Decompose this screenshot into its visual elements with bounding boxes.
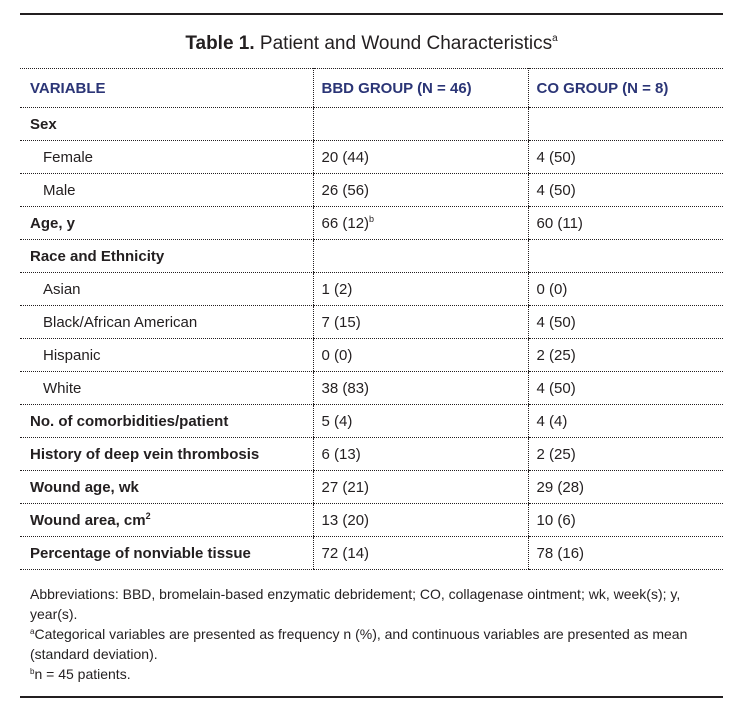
table-footnotes [20, 570, 723, 696]
table-row [20, 141, 723, 174]
row-label: Black/African American [20, 306, 313, 339]
bbd-value [313, 240, 528, 273]
co-value: 2 (25) [528, 438, 723, 471]
footnote-a-mark: a [30, 627, 35, 636]
co-value: 4 (50) [528, 372, 723, 405]
table-row [20, 504, 723, 537]
row-label: History of deep vein thrombosis [20, 438, 313, 471]
bbd-value: 1 (2) [313, 273, 528, 306]
table-figure [20, 13, 723, 698]
row-label: Sex [20, 108, 313, 141]
table-row [20, 108, 723, 141]
co-value [528, 108, 723, 141]
bbd-value: 6 (13) [313, 438, 528, 471]
row-label: Asian [20, 273, 313, 306]
table-row [20, 339, 723, 372]
table-row [20, 438, 723, 471]
row-label: Male [20, 174, 313, 207]
title-footnote-mark: a [552, 33, 558, 44]
bbd-value: 72 (14) [313, 537, 528, 570]
bbd-value: 26 (56) [313, 174, 528, 207]
row-label [20, 504, 313, 537]
bbd-value: 27 (21) [313, 471, 528, 504]
row-label: No. of comorbidities/patient [20, 405, 313, 438]
table-row [20, 405, 723, 438]
co-value: 10 (6) [528, 504, 723, 537]
footnote-b [30, 664, 713, 684]
table-row [20, 273, 723, 306]
characteristics-table [20, 68, 723, 570]
bottom-rule [20, 696, 723, 698]
row-label: Hispanic [20, 339, 313, 372]
table-row [20, 306, 723, 339]
row-label: Female [20, 141, 313, 174]
bbd-value: 0 (0) [313, 339, 528, 372]
superscript-two: 2 [145, 510, 151, 521]
footnote-b-mark: b [30, 667, 35, 676]
table-row [20, 372, 723, 405]
column-header-bbd: BBD GROUP (N = 46) [313, 69, 528, 108]
row-label: White [20, 372, 313, 405]
co-value: 60 (11) [528, 207, 723, 240]
bbd-value: 7 (15) [313, 306, 528, 339]
table-row [20, 537, 723, 570]
bbd-value [313, 108, 528, 141]
column-header-variable: VARIABLE [20, 69, 313, 108]
table-caption: Patient and Wound Characteristics [254, 33, 553, 54]
co-value: 4 (50) [528, 174, 723, 207]
co-value: 0 (0) [528, 273, 723, 306]
table-row [20, 174, 723, 207]
co-value: 4 (50) [528, 141, 723, 174]
bbd-value [313, 207, 528, 240]
row-label: Wound age, wk [20, 471, 313, 504]
table-row [20, 207, 723, 240]
column-header-co: CO GROUP (N = 8) [528, 69, 723, 108]
co-value: 78 (16) [528, 537, 723, 570]
footnote-b-text: n = 45 patients. [34, 666, 131, 682]
bbd-value: 5 (4) [313, 405, 528, 438]
table-number: Table 1. [185, 33, 255, 54]
table-row [20, 471, 723, 504]
bbd-value: 13 (20) [313, 504, 528, 537]
co-value: 29 (28) [528, 471, 723, 504]
bbd-value: 20 (44) [313, 141, 528, 174]
row-label: Percentage of nonviable tissue [20, 537, 313, 570]
footnote-a [30, 624, 713, 664]
co-value: 4 (50) [528, 306, 723, 339]
header-row [20, 69, 723, 108]
footnote-a-text: Categorical variables are presented as frequency n (%), and continuous variables are presented as mean (standard deviation). [30, 626, 688, 662]
bbd-value-text: 66 (12) [321, 214, 370, 232]
table-row [20, 240, 723, 273]
abbreviations-note: Abbreviations: BBD, bromelain-based enzymatic debridement; CO, collagenase ointment; wk, week(s); y, year(s). [30, 586, 681, 622]
row-label-text: Wound area, cm [30, 511, 146, 529]
row-label: Race and Ethnicity [20, 240, 313, 273]
footnote-mark: b [369, 213, 375, 224]
table-title [20, 15, 723, 68]
bbd-value: 38 (83) [313, 372, 528, 405]
co-value [528, 240, 723, 273]
co-value: 2 (25) [528, 339, 723, 372]
row-label: Age, y [20, 207, 313, 240]
co-value: 4 (4) [528, 405, 723, 438]
